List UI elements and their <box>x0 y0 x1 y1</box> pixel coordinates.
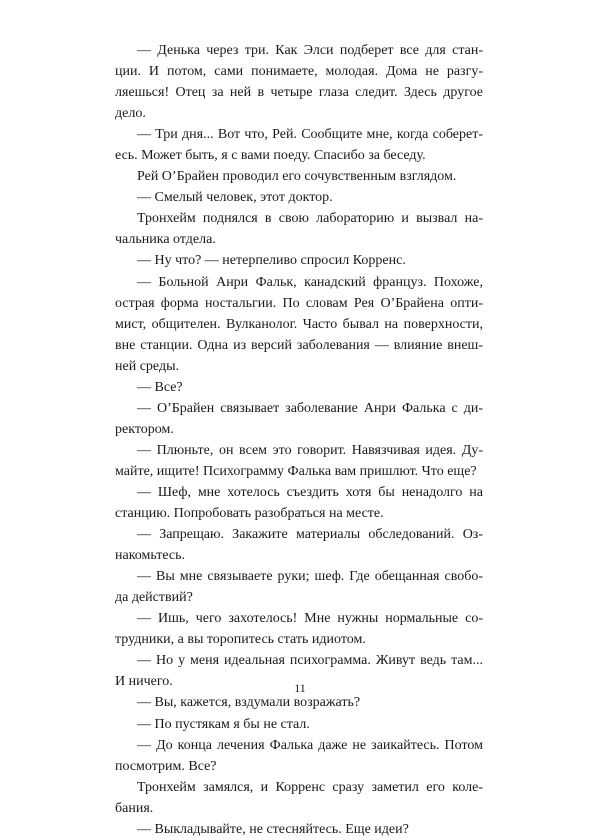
text-line: — Но у меня идеальная психограмма. Живут ведь там... <box>137 653 483 669</box>
text-line: — О’Брайен связывает заболевание Анри Фалька с ди- <box>137 400 483 416</box>
text-line: — До конца лечения Фалька даже не заикайтесь. Потом <box>137 737 483 753</box>
text-line: — Вы, кажется, вздумали возражать? <box>137 695 361 711</box>
text-line: — Смелый человек, этот доктор. <box>137 190 333 206</box>
text-line: — По пустякам я бы не стал. <box>137 716 310 732</box>
paragraph <box>115 377 483 398</box>
paragraph <box>115 187 483 208</box>
paragraph <box>115 735 483 777</box>
text-line: вне станции. Одна из версий заболевания — влияние внеш- <box>115 337 483 353</box>
text-line: Рей О’Брайен проводил его сочувственным взглядом. <box>137 169 457 185</box>
paragraph <box>115 608 483 650</box>
page-number: 11 <box>294 681 306 695</box>
paragraph <box>115 819 483 840</box>
text-line: есь. Может быть, я с вами поеду. Спасибо за беседу. <box>115 148 426 164</box>
paragraph <box>115 398 483 440</box>
paragraph <box>115 524 483 566</box>
text-line: — Три дня... Вот что, Рей. Сообщите мне, когда соберет- <box>137 127 483 143</box>
text-line: чальника отдела. <box>115 232 216 248</box>
text-line: накомьтесь. <box>115 548 186 564</box>
paragraph <box>115 714 483 735</box>
text-line: станцию. Попробовать разобраться на месте. <box>115 506 384 522</box>
paragraph <box>115 250 483 271</box>
text-line: ней среды. <box>115 358 179 374</box>
text-line: посмотрим. Все? <box>115 758 217 774</box>
text-line: — Вы мне связываете руки; шеф. Где обещанная свобо- <box>137 569 483 585</box>
text-line: трудники, а вы торопитесь стать идиотом. <box>115 632 366 648</box>
paragraph <box>115 40 483 124</box>
paragraph <box>115 166 483 187</box>
text-line: — Запрещаю. Закажите материалы обследований. Оз- <box>137 527 483 543</box>
paragraph <box>115 440 483 482</box>
text-line: мист, общителен. Вулканолог. Часто бывал на поверхности, <box>115 316 483 332</box>
text-line: Тронхейм поднялся в свою лабораторию и вызвал на- <box>137 211 483 227</box>
text-line: — Денька через три. Как Элси подберет все для стан- <box>137 43 483 58</box>
text-line: острая форма ностальгии. По словам Рея О’Брайена опти- <box>115 295 483 311</box>
text-line: бания. <box>115 800 154 816</box>
text-line: ляешься! Отец за ней в четыре глаза следит. Здесь другое <box>115 85 483 101</box>
text-line: — Шеф, мне хотелось съездить хотя бы ненадолго на <box>137 484 483 500</box>
text-line: И ничего. <box>115 674 173 690</box>
paragraph <box>115 482 483 524</box>
paragraph <box>115 777 483 819</box>
page-body <box>115 40 483 840</box>
text-line: ректором. <box>115 421 174 437</box>
text-line: дело. <box>115 106 146 122</box>
text-line: — Больной Анри Фальк, канадский француз. Похоже, <box>137 274 483 290</box>
text-line: да действий? <box>115 590 193 606</box>
paragraph <box>115 208 483 250</box>
text-line: ции. И потом, сами понимаете, молодая. Дома не разгу- <box>115 64 483 80</box>
paragraph <box>115 272 483 377</box>
text-line: майте, ищите! Психограмму Фалька вам пришлют. Что еще? <box>115 463 477 479</box>
text-line: — Выкладывайте, не стесняйтесь. Еще идеи? <box>137 821 409 837</box>
text-line: — Ну что? — нетерпеливо спросил Корренс. <box>137 253 406 269</box>
paragraph <box>115 566 483 608</box>
paragraph <box>115 124 483 166</box>
text-line: — Все? <box>137 379 183 395</box>
text-line: Тронхейм замялся, и Корренс сразу заметил его коле- <box>137 779 483 795</box>
text-line: — Ишь, чего захотелось! Мне нужны нормальные со- <box>137 611 483 627</box>
text-line: — Плюньте, он всем это говорит. Навязчивая идея. Ду- <box>137 442 483 458</box>
